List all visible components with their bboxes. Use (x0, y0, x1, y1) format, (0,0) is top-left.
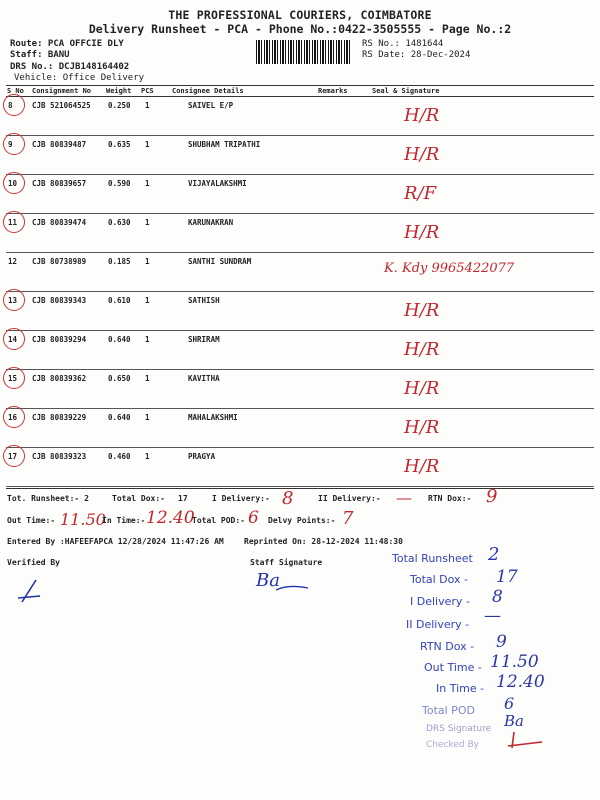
row-sno: 15 (8, 374, 18, 383)
row-seal-signature: K. Kdy 9965422077 (384, 261, 515, 276)
stamp-in-time-value: 12.40 (496, 672, 545, 692)
col-seal-signature: Seal & Signature (372, 87, 440, 95)
row-pcs: 1 (145, 140, 150, 149)
rtn-dox-label: RTN Dox:- (428, 494, 472, 503)
barcode-image (256, 40, 352, 64)
total-dox-value: 17 (178, 494, 188, 503)
row-pcs: 1 (145, 452, 150, 461)
row-weight: 0.460 (108, 452, 131, 461)
row-sno: 14 (8, 335, 18, 344)
delivery-points-label: Delvy Points:- (268, 516, 336, 525)
row-seal-signature: H/R (404, 417, 440, 438)
row-weight: 0.640 (108, 335, 131, 344)
row-pcs: 1 (145, 218, 150, 227)
verified-by-label: Verified By (7, 558, 60, 567)
vehicle: Vehicle: Office Delivery (14, 73, 145, 83)
row-pcs: 1 (145, 374, 150, 383)
staff-signature-mark: Ba (256, 570, 280, 591)
stamp-i-delivery: I Delivery - (410, 595, 470, 608)
row-consignee: SAIVEL E/P (188, 101, 234, 110)
row-consignee: KAVITHA (188, 374, 220, 383)
row-consignee: SHRIRAM (188, 335, 220, 344)
row-consignment-no: CJB 80839343 (32, 296, 87, 305)
stamp-checked-mark (506, 730, 546, 752)
runsheet-title: Delivery Runsheet - PCA - Phone No.:0422-3505555 - Page No.:2 (88, 22, 512, 36)
row-divider (6, 291, 594, 292)
ii-delivery-value: — (396, 488, 412, 507)
rtn-dox-value: 9 (486, 486, 498, 507)
in-time-label: In Time:- (102, 516, 146, 525)
row-divider (6, 213, 594, 214)
row-sno: 11 (8, 218, 18, 227)
total-runsheet: Tot. Runsheet:- 2 (7, 494, 89, 503)
row-seal-signature: H/R (404, 456, 440, 477)
stamp-ii-delivery-value: — (484, 606, 501, 626)
row-sno: 16 (8, 413, 18, 422)
row-consignment-no: CJB 80839487 (32, 140, 87, 149)
row-sno: 12 (8, 257, 18, 266)
row-divider (6, 252, 594, 253)
col-consignee: Consignee Details (172, 87, 244, 95)
row-sno: 17 (8, 452, 18, 461)
row-consignee: SHUBHAM TRIPATHI (188, 140, 261, 149)
row-weight: 0.590 (108, 179, 131, 188)
row-seal-signature: H/R (404, 144, 440, 165)
row-weight: 0.185 (108, 257, 131, 266)
row-sno: 9 (8, 140, 13, 149)
rs-date: RS Date: 28-Dec-2024 (362, 50, 471, 60)
row-consignment-no: CJB 80839294 (32, 335, 87, 344)
route: Route: PCA OFFCIE DLY (10, 39, 124, 49)
stamp-total-pod-value: 6 (504, 694, 515, 713)
row-weight: 0.635 (108, 140, 131, 149)
row-consignee: PRAGYA (188, 452, 216, 461)
stamp-dox: Total Dox - (410, 573, 469, 586)
row-divider (6, 330, 594, 331)
staff-signature-label: Staff Signature (250, 558, 323, 567)
row-consignee: SANTHI SUNDRAM (188, 257, 252, 266)
company-name: THE PROFESSIONAL COURIERS, COIMBATORE (168, 8, 432, 22)
row-consignee: MAHALAKSHMI (188, 413, 238, 422)
row-weight: 0.650 (108, 374, 131, 383)
row-seal-signature: H/R (404, 105, 440, 126)
row-pcs: 1 (145, 101, 150, 110)
col-consignment: Consignment No (32, 87, 92, 95)
delivery-points-value: 7 (342, 508, 354, 529)
drs-number: DRS No.: DCJB148164402 (10, 62, 130, 72)
staff-signature-underline (276, 582, 310, 594)
i-delivery-value: 8 (282, 488, 294, 509)
out-time-value: 11.50 (60, 510, 106, 529)
row-seal-signature: H/R (404, 339, 440, 360)
row-pcs: 1 (145, 257, 150, 266)
row-weight: 0.640 (108, 413, 131, 422)
stamp-checked-by: Checked By (426, 740, 479, 750)
i-delivery-label: I Delivery:- (212, 494, 270, 503)
row-pcs: 1 (145, 335, 150, 344)
row-seal-signature: H/R (404, 378, 440, 399)
col-weight: Weight (106, 87, 132, 95)
total-dox-label: Total Dox:- (112, 494, 165, 503)
header-top-rule (6, 85, 594, 86)
stamp-rtn-dox: RTN Dox - (420, 640, 475, 653)
total-pod-value: 6 (248, 508, 259, 528)
col-remarks: Remarks (318, 87, 348, 95)
col-sno: S No (7, 87, 24, 95)
stamp-rtn-dox-value: 9 (496, 632, 507, 652)
row-divider (6, 174, 594, 175)
row-consignee: KARUNAKRAN (188, 218, 234, 227)
row-consignee: SATHISH (188, 296, 220, 305)
stamp-drs-signature: DRS Signature (426, 724, 492, 734)
row-consignment-no: CJB 80839474 (32, 218, 87, 227)
row-seal-signature: H/R (404, 222, 440, 243)
rs-number: RS No.: 1481644 (362, 39, 444, 49)
out-time-label: Out Time:- (7, 516, 56, 525)
stamp-drs-signature-value: Ba (504, 712, 524, 730)
sno-circle-mark (3, 94, 25, 116)
stamp-dox-value: 17 (496, 567, 518, 587)
reprinted-on: Reprinted On: 28-12-2024 11:48:30 (244, 537, 403, 546)
entered-by: Entered By :HAFEEFAPCA 12/28/2024 11:47:26 AM (7, 537, 224, 546)
row-consignment-no: CJB 80839229 (32, 413, 87, 422)
row-weight: 0.250 (108, 101, 131, 110)
row-weight: 0.630 (108, 218, 131, 227)
header-bottom-rule (6, 96, 594, 97)
row-consignment-no: CJB 80839362 (32, 374, 87, 383)
table-end-rule (6, 488, 594, 489)
row-pcs: 1 (145, 296, 150, 305)
stamp-in-time: In Time - (436, 682, 485, 695)
row-consignment-no: CJB 80839657 (32, 179, 87, 188)
row-divider (6, 135, 594, 136)
row-sno: 13 (8, 296, 18, 305)
stamp-out-time: Out Time - (424, 661, 482, 674)
stamp-out-time-value: 11.50 (490, 652, 539, 672)
in-time-value: 12.40 (146, 508, 195, 528)
verified-signature-mark (14, 576, 44, 606)
row-pcs: 1 (145, 413, 150, 422)
row-consignment-no: CJB 80839323 (32, 452, 87, 461)
stamp-total-pod: Total POD (422, 704, 475, 717)
stamp-i-delivery-value: 8 (492, 587, 503, 607)
row-seal-signature: H/R (404, 300, 440, 321)
row-consignment-no: CJB 521064525 (32, 101, 91, 110)
stamp-ii-delivery: II Delivery - (406, 618, 470, 631)
sno-circle-mark (3, 133, 25, 155)
stamp-runsheet: Total Runsheet (392, 552, 473, 565)
row-pcs: 1 (145, 179, 150, 188)
staff: Staff: BANU (10, 50, 70, 60)
col-pcs: PCS (141, 87, 154, 95)
row-seal-signature: R/F (404, 183, 437, 204)
row-sno: 10 (8, 179, 18, 188)
total-pod-label: Total POD:- (192, 516, 245, 525)
ii-delivery-label: II Delivery:- (318, 494, 381, 503)
row-sno: 8 (8, 101, 13, 110)
row-divider (6, 408, 594, 409)
row-consignment-no: CJB 80738989 (32, 257, 87, 266)
row-divider (6, 486, 594, 487)
row-divider (6, 369, 594, 370)
row-divider (6, 447, 594, 448)
stamp-runsheet-value: 2 (488, 544, 500, 565)
row-weight: 0.610 (108, 296, 131, 305)
row-consignee: VIJAYALAKSHMI (188, 179, 247, 188)
